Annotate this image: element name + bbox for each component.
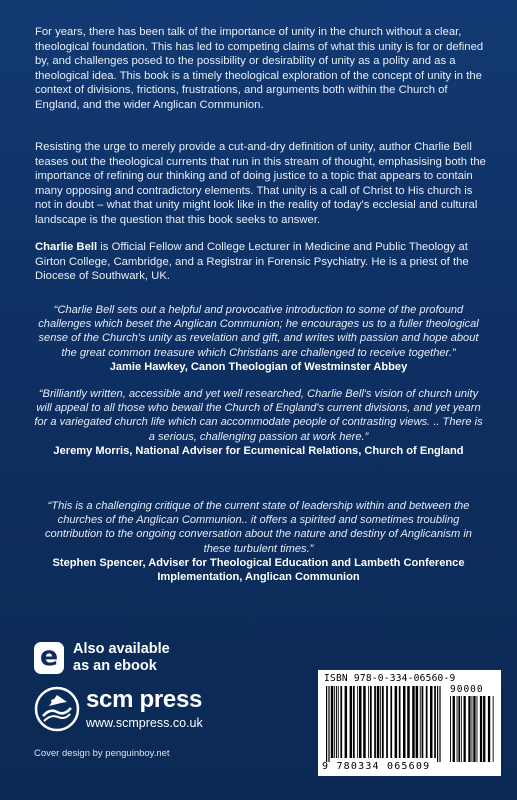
ebook-text: [73, 641, 233, 675]
endorsement-attribution: Stephen Spencer, Adviser for Theological Education and Lambeth Conference Implementation, Anglican Communion: [52, 556, 465, 584]
publisher-name: scm press: [86, 686, 203, 713]
endorsement-1: [30, 303, 487, 374]
endorsement-3: [30, 499, 487, 584]
endorsement-text: “Brilliantly written, accessible and yet well researched, Charlie Bell's vision of church unity will appeal to all those who bewail the Church of England's current divisions, and yet yearn for a variegated church life which can accommodate people of contrasting views. .. There is a serious, challenging passion at work here.”: [34, 388, 483, 443]
publisher-block: [34, 686, 274, 738]
barcode-digits: 9 780334 065609: [322, 761, 431, 772]
isbn-label: ISBN 978-0-334-06560-9: [324, 673, 456, 684]
blurb-paragraph-2: Resisting the urge to merely provide a cut-and-dry definition of unity, author Charlie Bell teases out the theological currents that run in this stream of thought, emphasising both the importance of refining our thinking and of doing justice to a topic that appears to contain many opposing and contradictory elements. That unity is a call of Christ to His church is not in doubt – what that unity might look like in the reality of today's ecclesial and cultural landscape is the question that this book seeks to answer.: [35, 141, 486, 226]
author-name: Charlie Bell: [35, 241, 98, 253]
ebook-icon: e: [34, 642, 64, 674]
ebook-notice: [34, 641, 234, 677]
barcode-addon: 90000: [450, 684, 484, 695]
isbn-barcode: [318, 670, 501, 776]
publisher-url: www.scmpress.co.uk: [86, 716, 203, 730]
endorsement-2: [30, 387, 487, 458]
blurb-paragraph-1: For years, there has been talk of the importance of unity in the church without a clear, theological foundation. This has led to competing claims of what this unity is for or defined by, and challenges posed to the possibility or desirability of unity as a polity and as a theological idea. This book is a timely theological exploration of the concept of unity in the context of divisions, frictions, frustrations, and arguments both within the Church of England, and the wider Anglican Communion.: [35, 26, 484, 111]
endorsement-text: “This is a challenging critique of the current state of leadership within and between the churches of the Anglican Communion.. it offers a spirited and sometimes troubling contribution to the ongoing conversation about the nature and destiny of Anglicanism in these turbulent times.”: [45, 500, 472, 555]
endorsement-attribution: Jeremy Morris, National Adviser for Ecumenical Relations, Church of England: [53, 444, 464, 457]
author-bio-text: is Official Fellow and College Lecturer in Medicine and Public Theology at Girton College, Cambridge, and a Registrar in Forensic Psychiatry. He is a priest of the Diocese of Southwark, UK.: [35, 241, 469, 283]
cover-design-credit: Cover design by penguinboy.net: [34, 748, 170, 759]
scm-press-logo-icon: [34, 686, 80, 732]
ebook-line-2: as an ebook: [73, 658, 157, 674]
author-bio: [35, 240, 487, 284]
ebook-line-1: Also available: [73, 641, 170, 657]
endorsement-attribution: Jamie Hawkey, Canon Theologian of Westminster Abbey: [109, 360, 408, 373]
endorsement-text: “Charlie Bell sets out a helpful and provocative introduction to some of the profound challenges which beset the Anglican Communion; he encourages us to a fuller theological sense of the Church's unity as revelation and gift, and writes with passion and hope about the great common treasure which Christians are challenged to receive together.”: [38, 304, 479, 359]
